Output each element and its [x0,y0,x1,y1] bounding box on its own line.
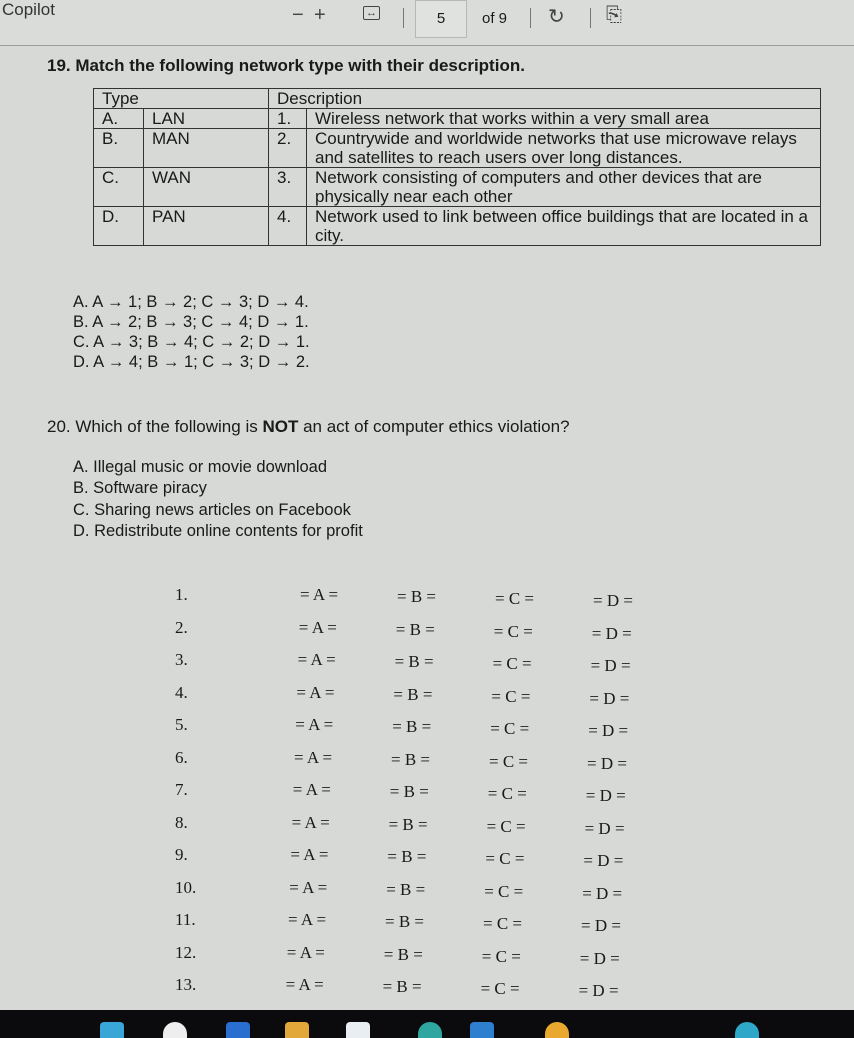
q20-option-a: A. Illegal music or movie download [73,458,328,476]
answer-row [175,910,675,940]
answer-bubble-d[interactable]: = D = [584,818,625,838]
question-number: 13. [175,975,197,994]
zoom-in-button[interactable]: + [314,4,326,26]
answer-bubble-c[interactable]: = C = [493,621,533,641]
answer-row [175,943,675,973]
answer-bubble-d[interactable]: = D = [591,623,632,643]
answer-bubble-b[interactable]: = B = [394,652,434,671]
divider [530,8,531,28]
answer-bubble-a[interactable]: = A = [291,812,330,832]
header-type: Type [94,89,269,109]
answer-row [175,748,675,778]
answer-row [175,845,675,875]
answer-bubble-d[interactable]: = D = [582,883,623,903]
question-number: 1. [175,585,188,604]
divider [403,8,404,28]
copilot-icon[interactable] [226,1022,250,1038]
mail-icon[interactable] [470,1022,494,1038]
cell: WAN [144,168,269,207]
answer-bubble-c[interactable]: = C = [492,654,532,673]
answer-row [175,650,675,680]
answer-bubble-c[interactable]: = C = [486,816,526,836]
answer-bubble-b[interactable]: = B = [393,684,433,704]
cell: 4. [269,207,307,246]
question-number: 8. [175,812,188,832]
matching-table [93,88,821,246]
question-20-title [47,417,570,437]
answer-row [175,715,675,745]
file-explorer-icon[interactable] [285,1022,309,1038]
edge-icon[interactable] [418,1022,442,1038]
table-row [94,129,821,168]
cell: A. [94,109,144,129]
answer-bubble-b[interactable]: = B = [392,717,432,736]
cell: Wireless network that works within a very small area [307,109,821,129]
cell: D. [94,207,144,246]
answer-row [175,618,675,648]
question-19-title: 19. Match the following network type with their description. [47,56,525,75]
q19-option-c: C. A → 3; B → 4; C → 2; D → 1. [73,333,310,351]
table-row [94,109,821,129]
answer-bubble-d[interactable]: = D = [593,591,633,610]
cell: Countrywide and worldwide networks that use microwave relays and satellites to reach users over long distances. [307,129,821,168]
answer-bubble-a[interactable]: = A = [298,617,337,637]
table-row [94,207,821,246]
answer-bubble-d[interactable]: = D = [587,753,627,773]
answer-bubble-c[interactable]: = C = [480,979,520,998]
divider [590,8,591,28]
answer-bubble-a[interactable]: = A = [290,845,329,864]
answer-bubble-a[interactable]: = A = [296,682,335,702]
answer-bubble-a[interactable]: = A = [288,910,327,929]
taskbar [0,1010,854,1038]
app-icon[interactable] [545,1022,569,1038]
answer-bubble-b[interactable]: = B = [383,944,423,964]
answer-bubble-b[interactable]: = B = [389,782,429,801]
answer-bubble-c[interactable]: = C = [485,849,525,868]
question-number: 10. [175,877,197,897]
answer-row [175,878,675,908]
answer-bubble-d[interactable]: = D = [590,656,631,675]
page-view-icon[interactable]: ⎘ [606,4,622,26]
answer-bubble-c[interactable]: = C = [487,784,527,803]
title-text: an act of computer ethics violation? [298,417,570,436]
q20-option-d: D. Redistribute online contents for profit [73,522,363,540]
q20-option-b: B. Software piracy [73,479,207,497]
answer-row [175,780,675,810]
cell: Network consisting of computers and other devices that are physically near each other [307,168,821,207]
cell: 3. [269,168,307,207]
answer-bubble-c[interactable]: = C = [495,589,535,608]
cell: 1. [269,109,307,129]
cell: LAN [144,109,269,129]
answer-bubble-c[interactable]: = C = [489,751,529,771]
cell: C. [94,168,144,207]
answer-bubble-a[interactable]: = A = [297,650,336,669]
question-number: 5. [175,715,188,734]
answer-bubble-c[interactable]: = C = [491,686,531,706]
answer-bubble-b[interactable]: = B = [382,977,422,996]
cell: 2. [269,129,307,168]
app-title: Copilot [2,0,55,19]
question-number: 4. [175,682,188,702]
answer-bubble-a[interactable]: = A = [294,747,333,767]
question-number: 7. [175,780,188,799]
q19-option-d: D. A → 4; B → 1; C → 3; D → 2. [73,353,310,371]
answer-row [175,813,675,843]
cell: MAN [144,129,269,168]
cell: Network used to link between office buildings that are located in a city. [307,207,821,246]
answer-bubble-b[interactable]: = B = [386,879,426,899]
answer-bubble-c[interactable]: = C = [484,881,524,901]
cell: B. [94,129,144,168]
answer-row [175,585,675,615]
answer-bubble-a[interactable]: = A = [286,942,325,962]
header-description: Description [269,89,821,109]
app-icon[interactable] [735,1022,759,1038]
answer-bubble-c[interactable]: = C = [483,914,523,933]
answer-bubble-a[interactable]: = A = [292,780,331,799]
question-number: 2. [175,617,188,637]
title-text: 20. Which of the following is [47,417,263,436]
table-row [94,168,821,207]
answer-bubble-b[interactable]: = B = [391,749,431,769]
answer-bubble-d[interactable]: = D = [579,948,620,968]
answer-bubble-d[interactable]: = D = [583,851,624,870]
zoom-out-button[interactable]: − [292,4,304,26]
start-icon[interactable] [100,1022,124,1038]
answer-bubble-a[interactable]: = A = [300,585,339,604]
answer-bubble-a[interactable]: = A = [289,877,328,897]
cell: PAN [144,207,269,246]
answer-bubble-b[interactable]: = B = [388,814,428,834]
search-icon[interactable] [163,1022,187,1038]
answer-row [175,975,675,1005]
question-number: 3. [175,650,188,669]
answer-bubble-d[interactable]: = D = [581,916,621,935]
rotate-icon[interactable]: ↻ [548,6,565,28]
answer-bubble-b[interactable]: = B = [385,912,425,931]
answer-bubble-b[interactable]: = B = [387,847,427,866]
answer-bubble-a[interactable]: = A = [295,715,334,734]
answer-bubble-b[interactable]: = B = [397,587,437,606]
answer-bubble-d[interactable]: = D = [585,786,626,805]
page-number-input[interactable]: 5 [415,0,467,38]
pdf-toolbar [0,0,854,46]
answer-bubble-a[interactable]: = A = [285,975,324,994]
question-number: 9. [175,845,188,864]
answer-bubble-b[interactable]: = B = [395,619,435,639]
answer-bubble-d[interactable]: = D = [589,688,630,708]
q20-option-c: C. Sharing news articles on Facebook [73,501,351,519]
title-bold: NOT [262,417,299,436]
answer-bubble-c[interactable]: = C = [490,719,530,738]
question-number: 11. [175,910,196,929]
page-count: of 9 [482,10,508,27]
answer-bubble-c[interactable]: = C = [481,946,521,966]
question-number: 12. [175,942,197,962]
q19-option-a: A. A → 1; B → 2; C → 3; D → 4. [73,293,309,311]
question-number: 6. [175,747,188,767]
answer-bubble-d[interactable]: = D = [588,721,629,740]
answer-bubble-d[interactable]: = D = [578,981,619,1000]
fit-width-icon[interactable]: ↔ [363,6,380,20]
answer-row [175,683,675,713]
q19-option-b: B. A → 2; B → 3; C → 4; D → 1. [73,313,309,331]
store-icon[interactable] [346,1022,370,1038]
